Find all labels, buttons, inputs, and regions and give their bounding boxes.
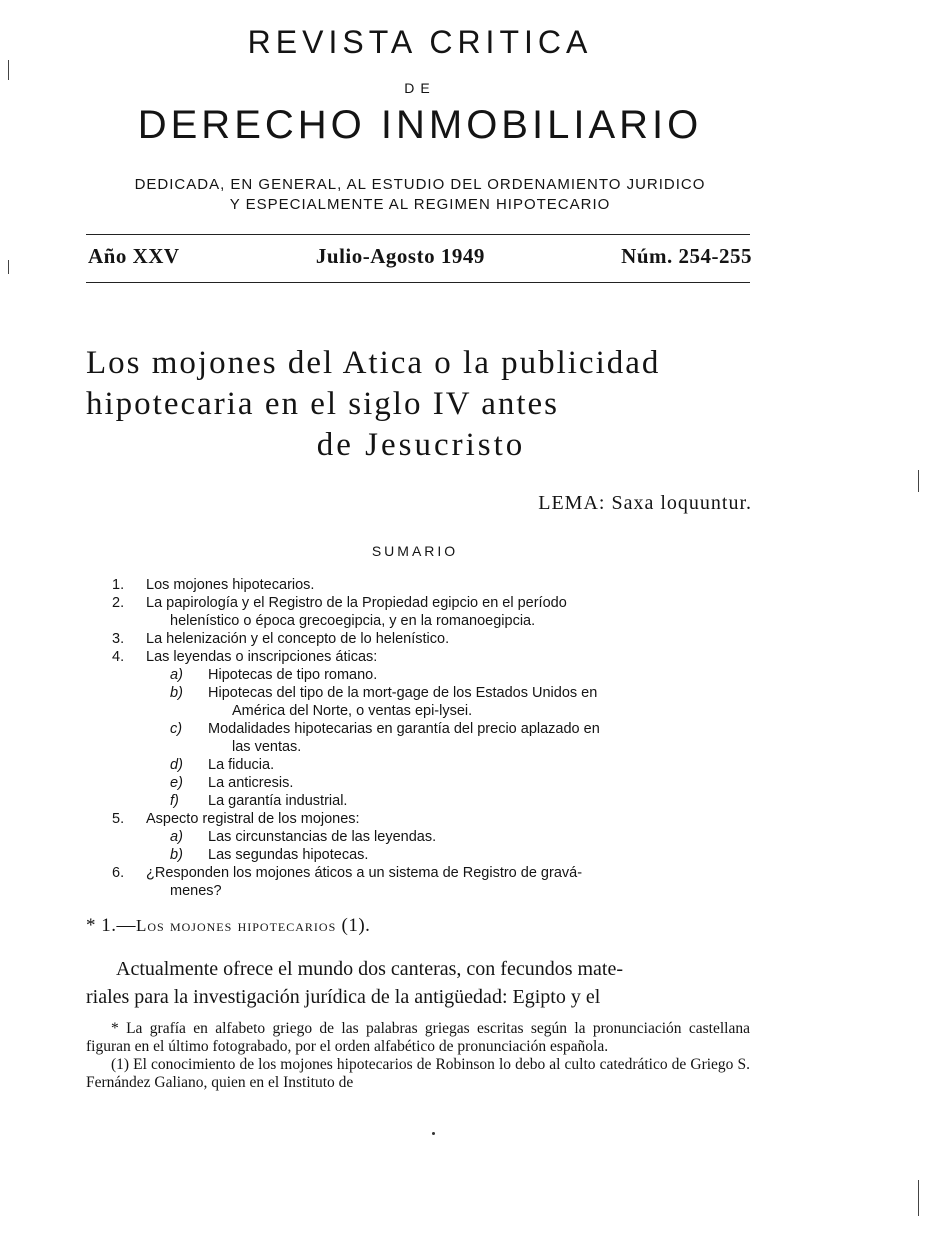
section-title: Los mojones hipotecarios <box>136 916 337 935</box>
summary-item-text: Los mojones hipotecarios. <box>146 577 315 593</box>
scan-edge-mark <box>8 260 9 274</box>
scan-edge-mark <box>918 470 919 492</box>
summary-subitem <box>108 792 750 810</box>
section-note-ref: (1). <box>341 915 371 936</box>
journal-dedication <box>60 175 780 215</box>
summary-item-text: Las segundas hipotecas. <box>208 847 369 863</box>
summary-subitem <box>108 720 750 756</box>
summary-item-number: 6. <box>112 865 125 881</box>
summary-item-number: 4. <box>112 649 125 665</box>
top-rule <box>86 234 750 235</box>
summary-heading: SUMARIO <box>371 543 459 559</box>
article-title-line-2: hipotecaria en el siglo IV antes <box>86 386 560 422</box>
summary-item-text: Hipotecas del tipo de la mort-gage de los Estados Unidos en <box>208 685 598 701</box>
footnote-star: * La grafía en alfabeto griego de las palabras griegas escritas según la pronunciación castellana figuran en el último fotograbado, por el orden alfabético de pronunciación española. <box>86 1020 750 1055</box>
dedication-line-2: Y ESPECIALMENTE AL REGIMEN HIPOTECARIO <box>229 196 611 213</box>
summary-item-number: f) <box>170 793 179 809</box>
issue-year: Año XXV <box>88 244 180 268</box>
summary-item-text: La helenización y el concepto de lo helenístico. <box>146 631 450 647</box>
summary-item-number: d) <box>170 757 183 773</box>
summary-subitem <box>108 684 750 720</box>
summary-item-text: Modalidades hipotecarias en garantía del precio aplazado en <box>208 721 600 737</box>
summary-item-number: b) <box>170 685 183 701</box>
journal-subtitle: DERECHO INMOBILIARIO <box>137 103 703 147</box>
summary-item-text: Hipotecas de tipo romano. <box>208 667 378 683</box>
summary-item-number: a) <box>170 829 183 845</box>
summary-item-continuation: helenístico o época grecoegipcia, y en la romanoegipcia. <box>170 613 536 629</box>
footnotes <box>86 1020 750 1092</box>
summary-item <box>108 576 750 594</box>
summary-item-number: a) <box>170 667 183 683</box>
summary-item-continuation: América del Norte, o ventas epi-lysei. <box>232 703 473 719</box>
motto-label: LEMA: <box>538 492 606 514</box>
body-line-2: riales para la investigación jurídica de la antigüedad: Egipto y el <box>86 986 601 1008</box>
footnote-1: (1) El conocimiento de los mojones hipotecarios de Robinson lo debo al culto catedrático de Griego S. Fernández Galiano, quien en el Instituto de <box>86 1056 750 1091</box>
bottom-rule <box>86 282 750 283</box>
body-line-1: Actualmente ofrece el mundo dos canteras, con fecundos mate- <box>116 958 624 980</box>
article-title-line-3: de Jesucristo <box>316 427 526 463</box>
section-heading <box>86 915 370 937</box>
summary-item <box>108 630 750 648</box>
dedication-line-1: DEDICADA, EN GENERAL, AL ESTUDIO DEL ORDENAMIENTO JURIDICO <box>134 176 706 193</box>
summary-item-text: ¿Responden los mojones áticos a un sistema de Registro de gravá- <box>146 865 583 881</box>
summary-item-number: 3. <box>112 631 125 647</box>
summary-item <box>108 648 750 666</box>
summary-item-number: b) <box>170 847 183 863</box>
summary-item-text: La papirología y el Registro de la Propiedad egipcio en el período <box>146 595 567 611</box>
journal-title: REVISTA CRITICA <box>247 24 593 60</box>
summary-subitem <box>108 756 750 774</box>
summary-subitem <box>108 828 750 846</box>
summary-item <box>108 594 750 630</box>
summary-item <box>108 864 750 900</box>
scan-edge-mark <box>918 1180 919 1216</box>
summary-item-text: Las leyendas o inscripciones áticas: <box>146 649 378 665</box>
summary-item-continuation: las ventas. <box>232 739 302 755</box>
summary-item <box>108 810 750 828</box>
summary-item-continuation: menes? <box>170 883 222 899</box>
issue-number: Núm. 254-255 <box>621 244 752 268</box>
motto <box>400 492 752 515</box>
summary-item-text: La fiducia. <box>208 757 275 773</box>
article-title <box>86 343 756 466</box>
section-marker: * 1.— <box>86 915 136 936</box>
summary-subitem <box>108 774 750 792</box>
summary-item-text: Aspecto registral de los mojones: <box>146 811 360 827</box>
summary-item-number: 5. <box>112 811 125 827</box>
summary-item-number: 2. <box>112 595 125 611</box>
page-speck <box>432 1132 435 1135</box>
journal-de: DE <box>404 80 436 96</box>
summary-subitem <box>108 666 750 684</box>
issue-bar <box>88 244 752 269</box>
issue-date: Julio-Agosto 1949 <box>315 244 485 268</box>
motto-text: Saxa loquuntur. <box>611 492 752 514</box>
scan-edge-mark <box>8 60 9 80</box>
summary-list <box>108 576 750 900</box>
summary-item-number: 1. <box>112 577 125 593</box>
summary-item-number: e) <box>170 775 183 791</box>
summary-subitem <box>108 846 750 864</box>
summary-item-number: c) <box>170 721 183 737</box>
article-title-line-1: Los mojones del Atica o la publicidad <box>86 345 661 381</box>
summary-item-text: La garantía industrial. <box>208 793 348 809</box>
summary-item-text: Las circunstancias de las leyendas. <box>208 829 437 845</box>
summary-item-text: La anticresis. <box>208 775 294 791</box>
body-paragraph <box>86 955 750 1011</box>
